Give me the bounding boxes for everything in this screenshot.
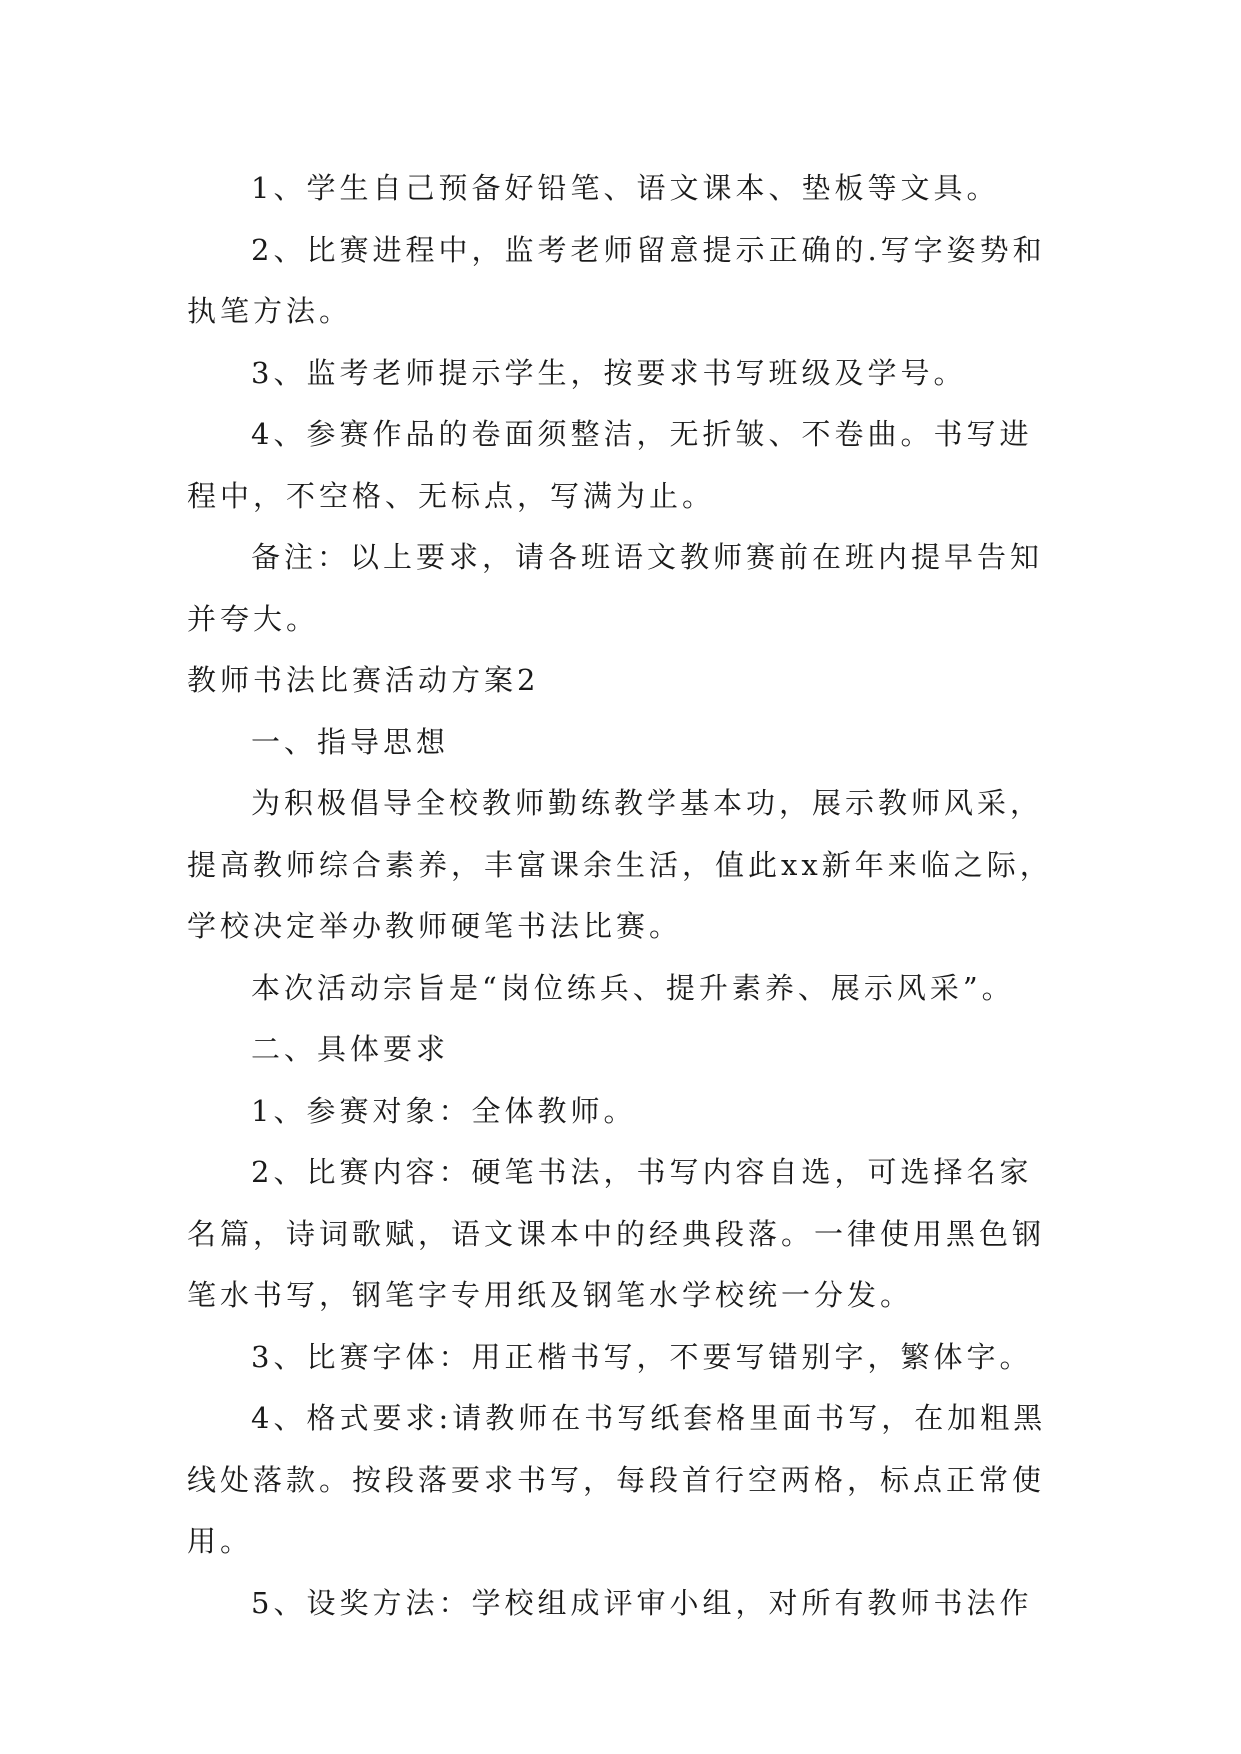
paragraph-note: 备注：以上要求，请各班语文教师赛前在班内提早告知并夸大。 xyxy=(187,540,1044,636)
paragraph-format: 4、格式要求:请教师在书写纸套格里面书写，在加粗黑线处落款。按段落要求书写，每段首行空两格，标点正常使用。 xyxy=(187,1401,1047,1558)
paragraph-participants: 1、参赛对象：全体教师。 xyxy=(251,1093,637,1128)
section-title: 教师书法比赛活动方案2 xyxy=(187,663,540,697)
paragraph-purpose: 为积极倡导全校教师勤练教学基本功，展示教师风采，提高教师综合素养，丰富课余生活，值此xx新年来临之际，学校决定举办教师硬笔书法比赛。 xyxy=(187,786,1053,943)
paragraph-content: 2、比赛内容：硬笔书法，书写内容自选，可选择名家名篇，诗词歌赋，语文课本中的经典段落。一律使用黑色钢笔水书写，钢笔字专用纸及钢笔水学校统一分发。 xyxy=(187,1155,1046,1312)
heading-requirements: 二、具体要求 xyxy=(251,1032,450,1066)
paragraph-theme: 本次活动宗旨是“岗位练兵、提升素养、展示风采”。 xyxy=(251,970,1015,1005)
paragraph-rule-3: 3、监考老师提示学生，按要求书写班级及学号。 xyxy=(251,355,967,390)
document-body xyxy=(187,158,1057,1634)
paragraph-awards: 5、设奖方法：学校组成评审小组，对所有教师书法作 xyxy=(251,1585,1033,1620)
paragraph-rule-2: 2、比赛进程中，监考老师留意提示正确的.写字姿势和执笔方法。 xyxy=(187,232,1046,328)
paragraph-rule-1: 1、学生自己预备好铅笔、语文课本、垫板等文具。 xyxy=(251,171,1000,205)
paragraph-rule-4: 4、参赛作品的卷面须整洁，无折皱、不卷曲。书写进程中，不空格、无标点，写满为止。 xyxy=(187,417,1033,513)
paragraph-font-style: 3、比赛字体：用正楷书写，不要写错别字，繁体字。 xyxy=(251,1339,1033,1374)
heading-guiding-idea: 一、指导思想 xyxy=(251,724,450,759)
